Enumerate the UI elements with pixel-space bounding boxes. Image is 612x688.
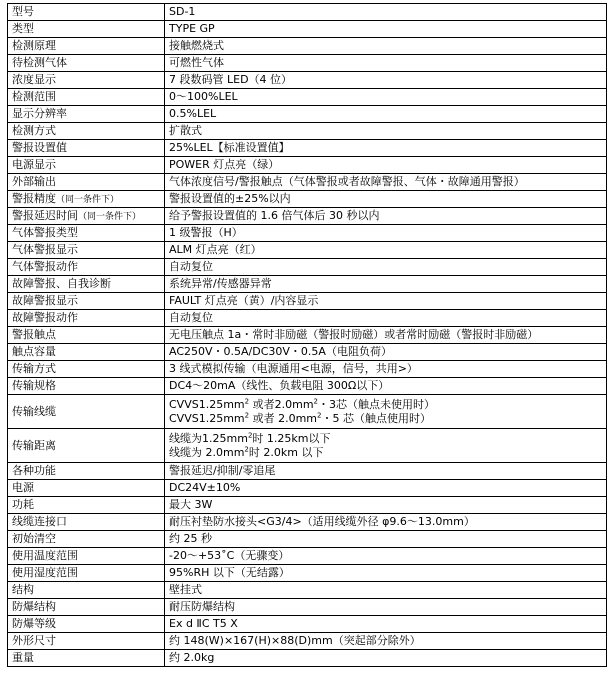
spec-label bbox=[8, 514, 165, 531]
spec-label bbox=[8, 548, 165, 565]
superscript: 2 bbox=[247, 430, 253, 439]
spec-label-text: 警报触点 bbox=[12, 328, 56, 341]
spec-value bbox=[165, 276, 607, 293]
spec-value-text: 25%LEL【标准设置值】 bbox=[169, 141, 290, 154]
spec-label bbox=[8, 650, 165, 667]
spec-label bbox=[8, 565, 165, 582]
spec-value bbox=[165, 21, 607, 38]
spec-value bbox=[165, 191, 607, 208]
spec-value bbox=[165, 650, 607, 667]
spec-label bbox=[8, 174, 165, 191]
spec-value-text: ・5 芯（触点使用时） bbox=[321, 411, 431, 425]
spec-value-text: 线缆为1.25mm bbox=[169, 431, 248, 445]
spec-value-text: 时 1.25km以下 bbox=[252, 431, 331, 445]
spec-value-text: Ex d ⅡC T5 X bbox=[169, 617, 238, 630]
spec-value bbox=[165, 429, 607, 463]
spec-label bbox=[8, 242, 165, 259]
spec-label-text: 故障警报动作 bbox=[12, 311, 78, 324]
spec-row bbox=[8, 259, 607, 276]
spec-value bbox=[165, 378, 607, 395]
spec-row bbox=[8, 650, 607, 667]
spec-label-text: 重量 bbox=[12, 651, 34, 664]
spec-label bbox=[8, 531, 165, 548]
spec-label-text: 电源显示 bbox=[12, 158, 56, 171]
spec-label bbox=[8, 191, 165, 208]
spec-value bbox=[165, 55, 607, 72]
spec-value-text: 时 2.0km 以下 bbox=[248, 445, 324, 459]
spec-value bbox=[165, 463, 607, 480]
spec-label bbox=[8, 276, 165, 293]
spec-label-text: 外形尺寸 bbox=[12, 634, 56, 647]
spec-label-note: （同一条件下） bbox=[78, 211, 142, 222]
spec-label-text: 气体警报显示 bbox=[12, 243, 78, 256]
spec-row bbox=[8, 616, 607, 633]
spec-row bbox=[8, 633, 607, 650]
spec-label bbox=[8, 395, 165, 429]
spec-row bbox=[8, 21, 607, 38]
spec-value bbox=[165, 106, 607, 123]
spec-value bbox=[165, 242, 607, 259]
spec-value-text: -20～+53˚C（无骤变） bbox=[169, 549, 290, 562]
spec-label bbox=[8, 89, 165, 106]
spec-label bbox=[8, 361, 165, 378]
spec-value bbox=[165, 140, 607, 157]
spec-label bbox=[8, 157, 165, 174]
spec-value-text: 约 25 秒 bbox=[169, 532, 212, 545]
spec-label bbox=[8, 497, 165, 514]
spec-label-text: 防爆结构 bbox=[12, 600, 56, 613]
spec-label-text: 使用湿度范围 bbox=[12, 566, 78, 579]
spec-value-text: 1 级警报（H） bbox=[169, 226, 243, 239]
spec-value bbox=[165, 395, 607, 429]
spec-row bbox=[8, 344, 607, 361]
superscript: 2 bbox=[317, 410, 322, 419]
spec-label-text: 电源 bbox=[12, 481, 34, 494]
spec-value-text: 约 2.0kg bbox=[169, 651, 215, 664]
spec-value-text: DC4～20mA（线性、负载电阻 300Ω以下） bbox=[169, 379, 390, 392]
spec-value-text: CVVS1.25mm bbox=[169, 397, 245, 411]
spec-label-text: 检测范围 bbox=[12, 90, 56, 103]
spec-value-line bbox=[169, 446, 602, 460]
spec-label-text: 功耗 bbox=[12, 498, 34, 511]
spec-value-text: FAULT 灯点亮（黄）/内容显示 bbox=[169, 294, 319, 307]
spec-row bbox=[8, 106, 607, 123]
spec-label bbox=[8, 480, 165, 497]
spec-value-text: 最大 3W bbox=[169, 498, 213, 511]
spec-label bbox=[8, 225, 165, 242]
spec-value-line bbox=[169, 412, 602, 426]
spec-value-text: 气体浓度信号/警报触点（气体警报或者故障警报、气体・故障通用警报） bbox=[169, 175, 525, 188]
spec-label-note: （同一条件下） bbox=[56, 194, 120, 205]
spec-value-line bbox=[169, 432, 602, 446]
spec-table bbox=[7, 3, 607, 667]
spec-label-text: 警报精度 bbox=[12, 191, 56, 205]
spec-value-text: 可燃性气体 bbox=[169, 56, 224, 69]
spec-value-text: 约 148(W)×167(H)×88(D)mm（突起部分除外） bbox=[169, 634, 421, 647]
spec-row bbox=[8, 276, 607, 293]
spec-value bbox=[165, 480, 607, 497]
spec-value bbox=[165, 616, 607, 633]
spec-label-text: 防爆等级 bbox=[12, 617, 56, 630]
spec-value-text: 给予警报设置值的 1.6 倍气体后 30 秒以内 bbox=[169, 209, 380, 222]
spec-label-text: 传输距离 bbox=[12, 438, 56, 452]
spec-value bbox=[165, 89, 607, 106]
spec-value bbox=[165, 225, 607, 242]
spec-label-text: 结构 bbox=[12, 583, 34, 596]
spec-table-body bbox=[8, 4, 607, 667]
spec-value-text: 0～100%LEL bbox=[169, 90, 238, 103]
spec-row bbox=[8, 327, 607, 344]
spec-label-text: 检测原理 bbox=[12, 39, 56, 52]
spec-label bbox=[8, 4, 165, 21]
spec-row bbox=[8, 55, 607, 72]
spec-label-text: 待检测气体 bbox=[12, 56, 67, 69]
spec-label bbox=[8, 208, 165, 225]
spec-label bbox=[8, 123, 165, 140]
spec-row bbox=[8, 582, 607, 599]
spec-row bbox=[8, 395, 607, 429]
spec-label-text: 故障警报、自我诊断 bbox=[12, 277, 111, 290]
spec-value-text: CVVS1.25mm bbox=[169, 411, 245, 425]
spec-row bbox=[8, 174, 607, 191]
spec-label bbox=[8, 55, 165, 72]
spec-value-text: 耐压衬垫防水接头<G3/4>（适用线缆外径 φ9.6～13.0mm） bbox=[169, 515, 475, 528]
spec-value bbox=[165, 344, 607, 361]
spec-label bbox=[8, 344, 165, 361]
spec-row bbox=[8, 72, 607, 89]
spec-value bbox=[165, 123, 607, 140]
spec-label bbox=[8, 429, 165, 463]
spec-label-text: 触点容量 bbox=[12, 345, 56, 358]
spec-label-text: 故障警报显示 bbox=[12, 294, 78, 307]
spec-value-text: 耐压防爆结构 bbox=[169, 600, 235, 613]
spec-value-text: 或者 2.0mm bbox=[249, 411, 318, 425]
spec-row bbox=[8, 89, 607, 106]
spec-row bbox=[8, 378, 607, 395]
spec-row bbox=[8, 140, 607, 157]
spec-label bbox=[8, 327, 165, 344]
spec-value bbox=[165, 565, 607, 582]
spec-value bbox=[165, 531, 607, 548]
spec-label bbox=[8, 599, 165, 616]
spec-row bbox=[8, 310, 607, 327]
spec-label-text: 传输规格 bbox=[12, 379, 56, 392]
spec-label bbox=[8, 106, 165, 123]
spec-value bbox=[165, 327, 607, 344]
spec-value-text: 7 段数码管 LED（4 位） bbox=[169, 73, 293, 86]
spec-value-text: 0.5%LEL bbox=[169, 107, 217, 120]
spec-label bbox=[8, 21, 165, 38]
spec-value-text: 警报延迟/抑制/零追尾 bbox=[169, 464, 276, 477]
spec-label-text: 气体警报类型 bbox=[12, 226, 78, 239]
spec-row bbox=[8, 548, 607, 565]
spec-label bbox=[8, 633, 165, 650]
superscript: 2 bbox=[244, 410, 250, 419]
spec-label-text: 显示分辨率 bbox=[12, 107, 67, 120]
spec-value bbox=[165, 514, 607, 531]
spec-label-text: 初始清空 bbox=[12, 532, 56, 545]
spec-value bbox=[165, 208, 607, 225]
spec-label-text: 警报延迟时间 bbox=[12, 208, 78, 222]
spec-label-text: 使用温度范围 bbox=[12, 549, 78, 562]
spec-row bbox=[8, 38, 607, 55]
spec-value bbox=[165, 633, 607, 650]
spec-label bbox=[8, 378, 165, 395]
spec-value-text: DC24V±10% bbox=[169, 481, 241, 494]
spec-value-text: 3 线式模拟传输（电源通用<电源，信号，共用>） bbox=[169, 362, 418, 375]
spec-value-text: 壁挂式 bbox=[169, 583, 202, 596]
spec-row bbox=[8, 293, 607, 310]
spec-value bbox=[165, 38, 607, 55]
spec-label bbox=[8, 72, 165, 89]
spec-row bbox=[8, 463, 607, 480]
spec-value-text: 95%RH 以下（无结露） bbox=[169, 566, 290, 579]
spec-value-text: 自动复位 bbox=[169, 311, 213, 324]
spec-value-text: POWER 灯点亮（绿） bbox=[169, 158, 280, 171]
spec-value-text: TYPE GP bbox=[169, 22, 215, 35]
spec-label bbox=[8, 616, 165, 633]
spec-row bbox=[8, 565, 607, 582]
spec-label bbox=[8, 293, 165, 310]
spec-row bbox=[8, 599, 607, 616]
spec-row bbox=[8, 429, 607, 463]
spec-value bbox=[165, 157, 607, 174]
spec-value-text: ALM 灯点亮（红） bbox=[169, 243, 262, 256]
spec-row bbox=[8, 225, 607, 242]
spec-value-text: 系统异常/传感器异常 bbox=[169, 277, 272, 290]
spec-label bbox=[8, 463, 165, 480]
spec-label-text: 传输方式 bbox=[12, 362, 56, 375]
spec-label bbox=[8, 38, 165, 55]
spec-value-text: 自动复位 bbox=[169, 260, 213, 273]
spec-value-text: ・3芯（触点未使用时） bbox=[318, 397, 435, 411]
spec-label-text: 外部输出 bbox=[12, 175, 56, 188]
spec-value bbox=[165, 174, 607, 191]
spec-label-text: 传输线缆 bbox=[12, 404, 56, 418]
spec-row bbox=[8, 531, 607, 548]
spec-value-text: SD-1 bbox=[169, 5, 196, 18]
spec-label-text: 警报设置值 bbox=[12, 141, 67, 154]
spec-value bbox=[165, 361, 607, 378]
spec-value-text: 扩散式 bbox=[169, 124, 202, 137]
spec-value-text: 线缆为 2.0mm bbox=[169, 445, 245, 459]
spec-row bbox=[8, 242, 607, 259]
spec-label bbox=[8, 582, 165, 599]
spec-value bbox=[165, 497, 607, 514]
spec-value bbox=[165, 4, 607, 21]
superscript: 2 bbox=[313, 396, 318, 405]
spec-value-text: 接触燃烧式 bbox=[169, 39, 224, 52]
spec-value bbox=[165, 259, 607, 276]
superscript: 2 bbox=[244, 444, 249, 453]
spec-value bbox=[165, 72, 607, 89]
spec-value-line bbox=[169, 398, 602, 412]
spec-value bbox=[165, 548, 607, 565]
spec-label bbox=[8, 310, 165, 327]
spec-value-text: 警报设置值的±25%以内 bbox=[169, 192, 291, 205]
spec-label-text: 各种功能 bbox=[12, 464, 56, 477]
spec-row bbox=[8, 361, 607, 378]
spec-row bbox=[8, 514, 607, 531]
spec-row bbox=[8, 4, 607, 21]
spec-row bbox=[8, 497, 607, 514]
spec-value bbox=[165, 599, 607, 616]
spec-label-text: 类型 bbox=[12, 22, 34, 35]
spec-label bbox=[8, 140, 165, 157]
spec-value bbox=[165, 293, 607, 310]
spec-value bbox=[165, 310, 607, 327]
spec-value-text: AC250V・0.5A/DC30V・0.5A（电阻负荷） bbox=[169, 345, 392, 358]
spec-row bbox=[8, 191, 607, 208]
spec-value bbox=[165, 582, 607, 599]
spec-value-text: 或者2.0mm bbox=[249, 397, 314, 411]
spec-value-text: 无电压触点 1a・常时非励磁（警报时励磁）或者常时励磁（警报时非励磁） bbox=[169, 328, 539, 341]
spec-row bbox=[8, 480, 607, 497]
spec-row bbox=[8, 123, 607, 140]
spec-label-text: 检测方式 bbox=[12, 124, 56, 137]
spec-label-text: 线缆连接口 bbox=[12, 515, 67, 528]
spec-label-text: 型号 bbox=[12, 5, 34, 18]
superscript: 2 bbox=[244, 396, 250, 405]
spec-label-text: 浓度显示 bbox=[12, 73, 56, 86]
spec-label-text: 气体警报动作 bbox=[12, 260, 78, 273]
spec-row bbox=[8, 157, 607, 174]
spec-row bbox=[8, 208, 607, 225]
spec-label bbox=[8, 259, 165, 276]
